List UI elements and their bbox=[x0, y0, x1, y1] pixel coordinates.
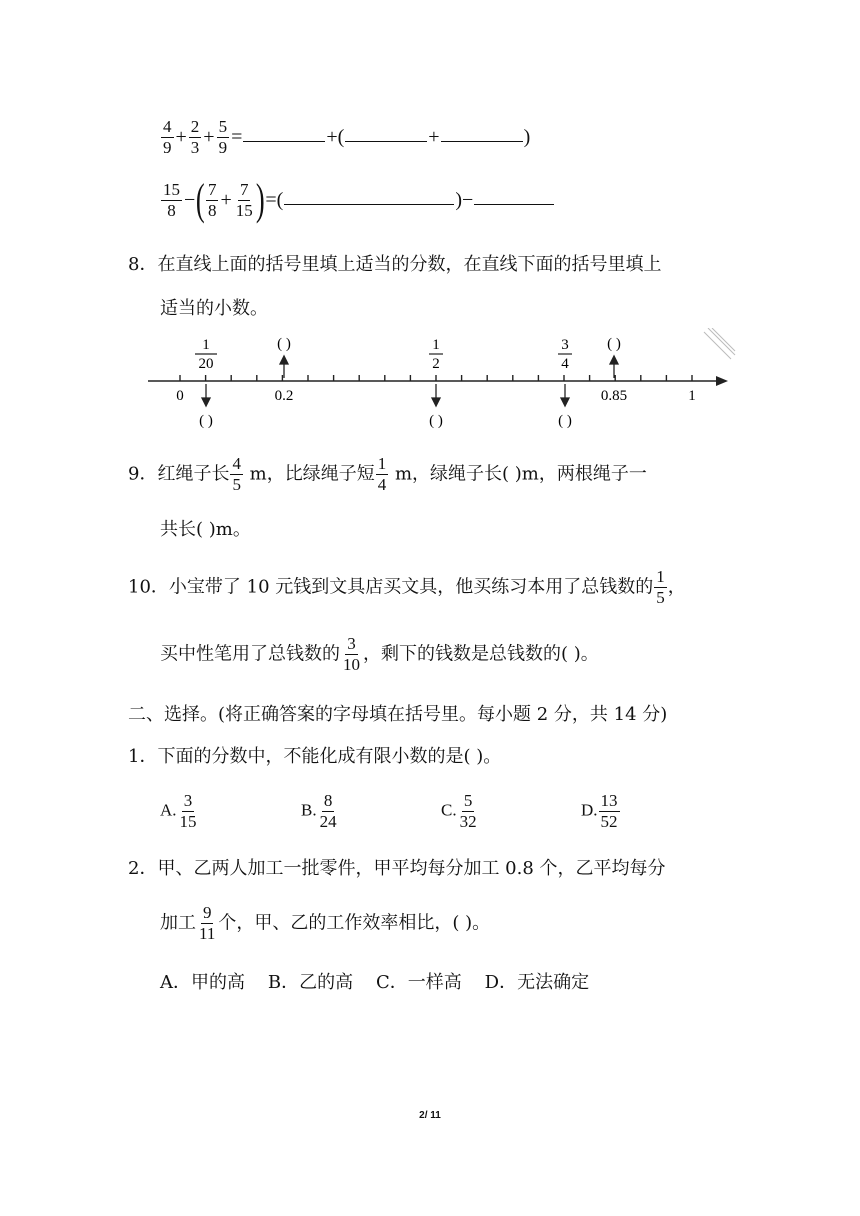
fraction: $\frac{7}{8}$ bbox=[207, 179, 217, 220]
fraction: $\frac{2}{3}$ bbox=[190, 117, 200, 157]
tick-label-0-85: 0.85 bbox=[600, 388, 628, 404]
svg-text:2: 2 bbox=[432, 356, 440, 372]
answer-paren-below-1[interactable]: ( ) bbox=[199, 413, 213, 429]
fraction: $\frac{5}{32}$ bbox=[459, 791, 477, 831]
choice-1-option-c[interactable]: C. $\frac{5}{32}$ bbox=[441, 791, 477, 831]
question-8-line-2: 适当的小数。 bbox=[160, 298, 268, 319]
svg-text:1: 1 bbox=[202, 337, 210, 353]
equation-1: $\frac{4}{9}$ + $\frac{2}{3}$ + $\frac{5}{9}$ = +( + ) bbox=[163, 117, 531, 157]
frac-label-1-20 bbox=[195, 337, 217, 372]
choice-2-options[interactable]: A．甲的高 B．乙的高 C．一样高 D．无法确定 bbox=[160, 972, 590, 993]
fraction: $\frac{7}{15}$ bbox=[235, 179, 253, 220]
answer-paren-below-3[interactable]: ( ) bbox=[558, 413, 572, 429]
choice-2-line-1: 2．甲、乙两人加工一批零件，甲平均每分加工 0.8 个，乙平均每分 bbox=[128, 858, 666, 879]
left-bracket: ( bbox=[196, 175, 206, 224]
answer-paren-below-2[interactable]: ( ) bbox=[429, 413, 443, 429]
svg-text:1: 1 bbox=[432, 337, 440, 353]
choice-1-option-d[interactable]: D. $\frac{13}{52}$ bbox=[581, 791, 618, 831]
question-8-line-1: 8．在直线上面的括号里填上适当的分数，在直线下面的括号里填上 bbox=[128, 254, 662, 275]
fraction: $\frac{13}{52}$ bbox=[600, 791, 618, 831]
tick-label-0-2: 0.2 bbox=[274, 388, 294, 404]
right-bracket: ) bbox=[255, 175, 265, 224]
svg-text:3: 3 bbox=[561, 337, 569, 353]
fraction: $\frac{8}{24}$ bbox=[319, 791, 337, 831]
frac-label-1-2 bbox=[429, 337, 443, 372]
fraction: $\frac{9}{11}$ bbox=[199, 903, 216, 943]
question-10-line-1: 10．小宝带了 10 元钱到文具店买文具，他买练习本用了总钱数的 $\frac{1}{5}$ ， bbox=[128, 567, 686, 607]
answer-blank[interactable] bbox=[284, 203, 454, 205]
axis-arrow-icon bbox=[716, 376, 728, 386]
scan-mark-icon bbox=[704, 328, 735, 359]
fraction: $\frac{3}{15}$ bbox=[179, 791, 197, 831]
choice-2-line-2: 加工 $\frac{9}{11}$ 个，甲、乙的工作效率相比，( )。 bbox=[160, 903, 491, 943]
tick-label-1: 1 bbox=[688, 388, 696, 404]
question-9-line-1: 9．红绳子长 $\frac{4}{5}$ m，比绿绳子短 $\frac{1}{4}$ m，绿绳子长( )m，两根绳子一 bbox=[128, 454, 647, 494]
choice-1-stem: 1．下面的分数中，不能化成有限小数的是( )。 bbox=[128, 746, 502, 767]
page-number: 2/ 11 bbox=[419, 1110, 441, 1121]
frac-label-3-4 bbox=[558, 337, 572, 372]
answer-paren-above-1[interactable]: ( ) bbox=[277, 336, 291, 352]
answer-blank[interactable] bbox=[243, 140, 325, 142]
fraction: $\frac{15}{8}$ bbox=[163, 179, 180, 220]
equation-2: $\frac{15}{8}$ −( $\frac{7}{8}$ + $\frac{7}{15}$ )=( )− bbox=[160, 178, 554, 222]
tick-label-0: 0 bbox=[176, 388, 184, 404]
answer-paren-above-2[interactable]: ( ) bbox=[607, 336, 621, 352]
fraction: $\frac{1}{5}$ bbox=[656, 567, 665, 607]
svg-text:20: 20 bbox=[198, 356, 214, 372]
fraction: $\frac{1}{4}$ bbox=[377, 454, 387, 494]
fraction: $\frac{4}{5}$ bbox=[232, 454, 241, 494]
choice-1-option-a[interactable]: A. $\frac{3}{15}$ bbox=[160, 791, 197, 831]
fraction: $\frac{3}{10}$ bbox=[343, 634, 360, 674]
number-line-figure bbox=[0, 328, 860, 438]
fraction: $\frac{5}{9}$ bbox=[218, 117, 228, 157]
axis-ticks bbox=[180, 375, 692, 381]
question-9-line-2: 共长( )m。 bbox=[160, 519, 251, 540]
choice-1-option-b[interactable]: B. $\frac{8}{24}$ bbox=[301, 791, 337, 831]
question-10-line-2: 买中性笔用了总钱数的 $\frac{3}{10}$ ，剩下的钱数是总钱数的( )。 bbox=[160, 634, 599, 674]
answer-blank[interactable] bbox=[345, 140, 427, 142]
fraction: $\frac{4}{9}$ bbox=[163, 117, 172, 157]
section-2-title: 二、选择。(将正确答案的字母填在括号里。每小题 2 分，共 14 分) bbox=[128, 704, 668, 725]
answer-blank[interactable] bbox=[441, 140, 523, 142]
answer-blank[interactable] bbox=[474, 203, 554, 205]
svg-text:4: 4 bbox=[561, 356, 569, 372]
